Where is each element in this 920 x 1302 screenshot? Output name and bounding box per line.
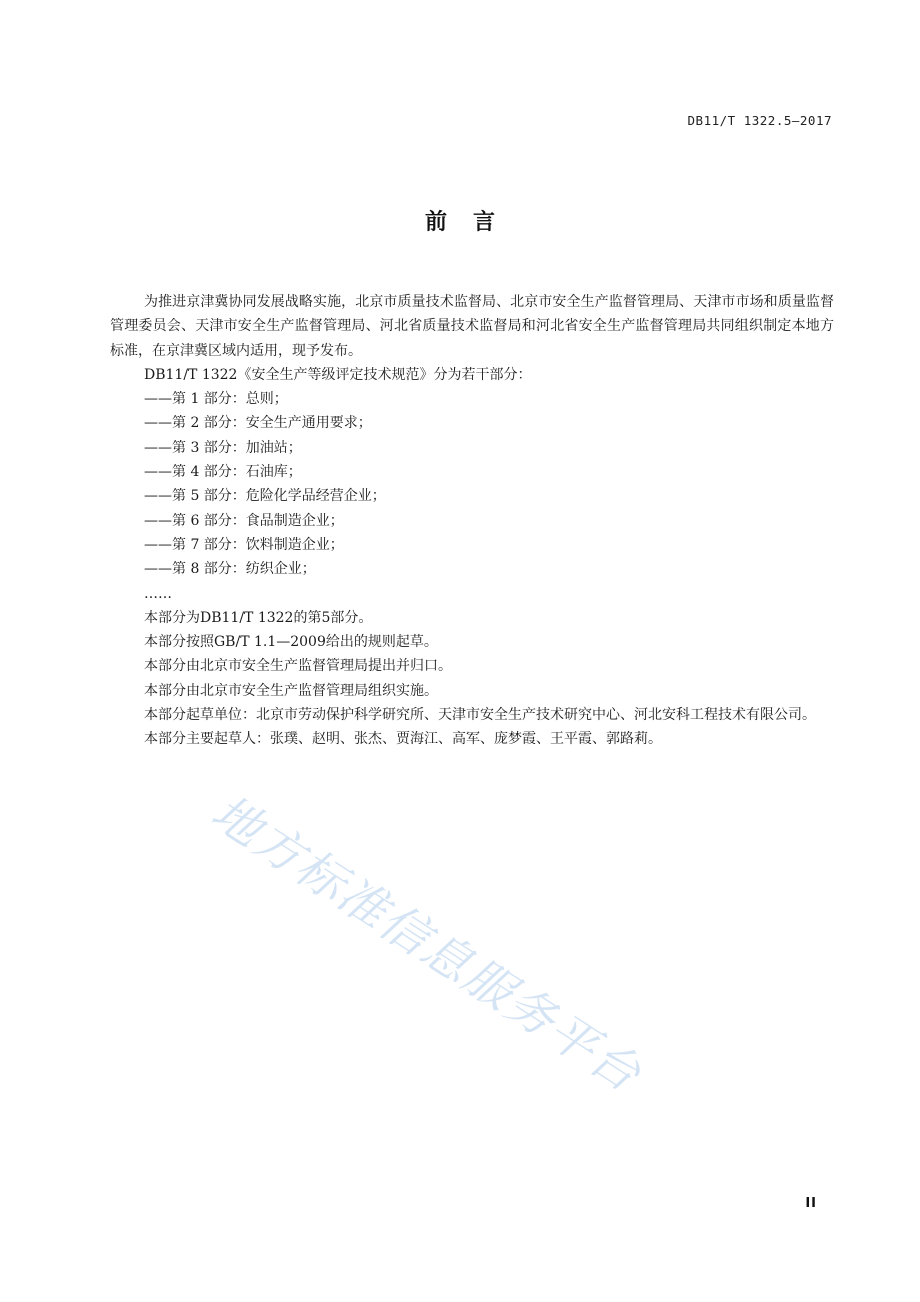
drafters-statement: 本部分主要起草人：张璞、赵明、张杰、贾海江、高军、庞梦霞、王平霞、郭路莉。: [144, 731, 662, 748]
page-title: 前言: [424, 210, 521, 235]
part-list-item: ——第 5 部分：危险化学品经营企业；: [144, 488, 386, 505]
drafting-rule-statement: 本部分按照GB/T 1.1—2009给出的规则起草。: [144, 634, 438, 651]
part-list-item: ——第 7 部分：饮料制造企业；: [144, 536, 344, 553]
part-list-item: ——第 3 部分：加油站；: [144, 439, 302, 456]
page-number: II: [805, 1196, 817, 1211]
intro-paragraph: 为推进京津冀协同发展战略实施，北京市质量技术监督局、北京市安全生产监督管理局、天津市市场和质量监督管理委员会、天津市安全生产监督管理局、河北省质量技术监督局和河北省安全生产监督管理局共同组织制定本地方标准，在京津冀区域内适用，现予发布。: [110, 294, 834, 359]
parts-intro-line: DB11/T 1322《安全生产等级评定技术规范》分为若干部分：: [144, 366, 532, 383]
implementer-statement: 本部分由北京市安全生产监督管理局组织实施。: [144, 682, 438, 699]
document-code: DB11/T 1322.5—2017: [687, 113, 832, 128]
drafting-units-paragraph: 本部分起草单位：北京市劳动保护科学研究所、天津市安全生产技术研究中心、河北安科工程技术有限公司。: [144, 707, 816, 724]
part-list-item: ——第 1 部分：总则；: [144, 391, 288, 408]
part-list-item: ——第 8 部分：纺织企业；: [144, 561, 316, 578]
part-list-item: ——第 6 部分：食品制造企业；: [144, 512, 344, 529]
proposer-statement: 本部分由北京市安全生产监督管理局提出并归口。: [144, 658, 452, 675]
watermark-text: 地方标准信息服务平台: [201, 784, 652, 1104]
ellipsis-line: ……: [144, 585, 172, 602]
document-body: [110, 290, 834, 752]
part-statement: 本部分为DB11/T 1322的第5部分。: [144, 609, 373, 626]
part-list-item: ——第 2 部分：安全生产通用要求；: [144, 415, 372, 432]
part-list-item: ——第 4 部分：石油库；: [144, 464, 302, 481]
